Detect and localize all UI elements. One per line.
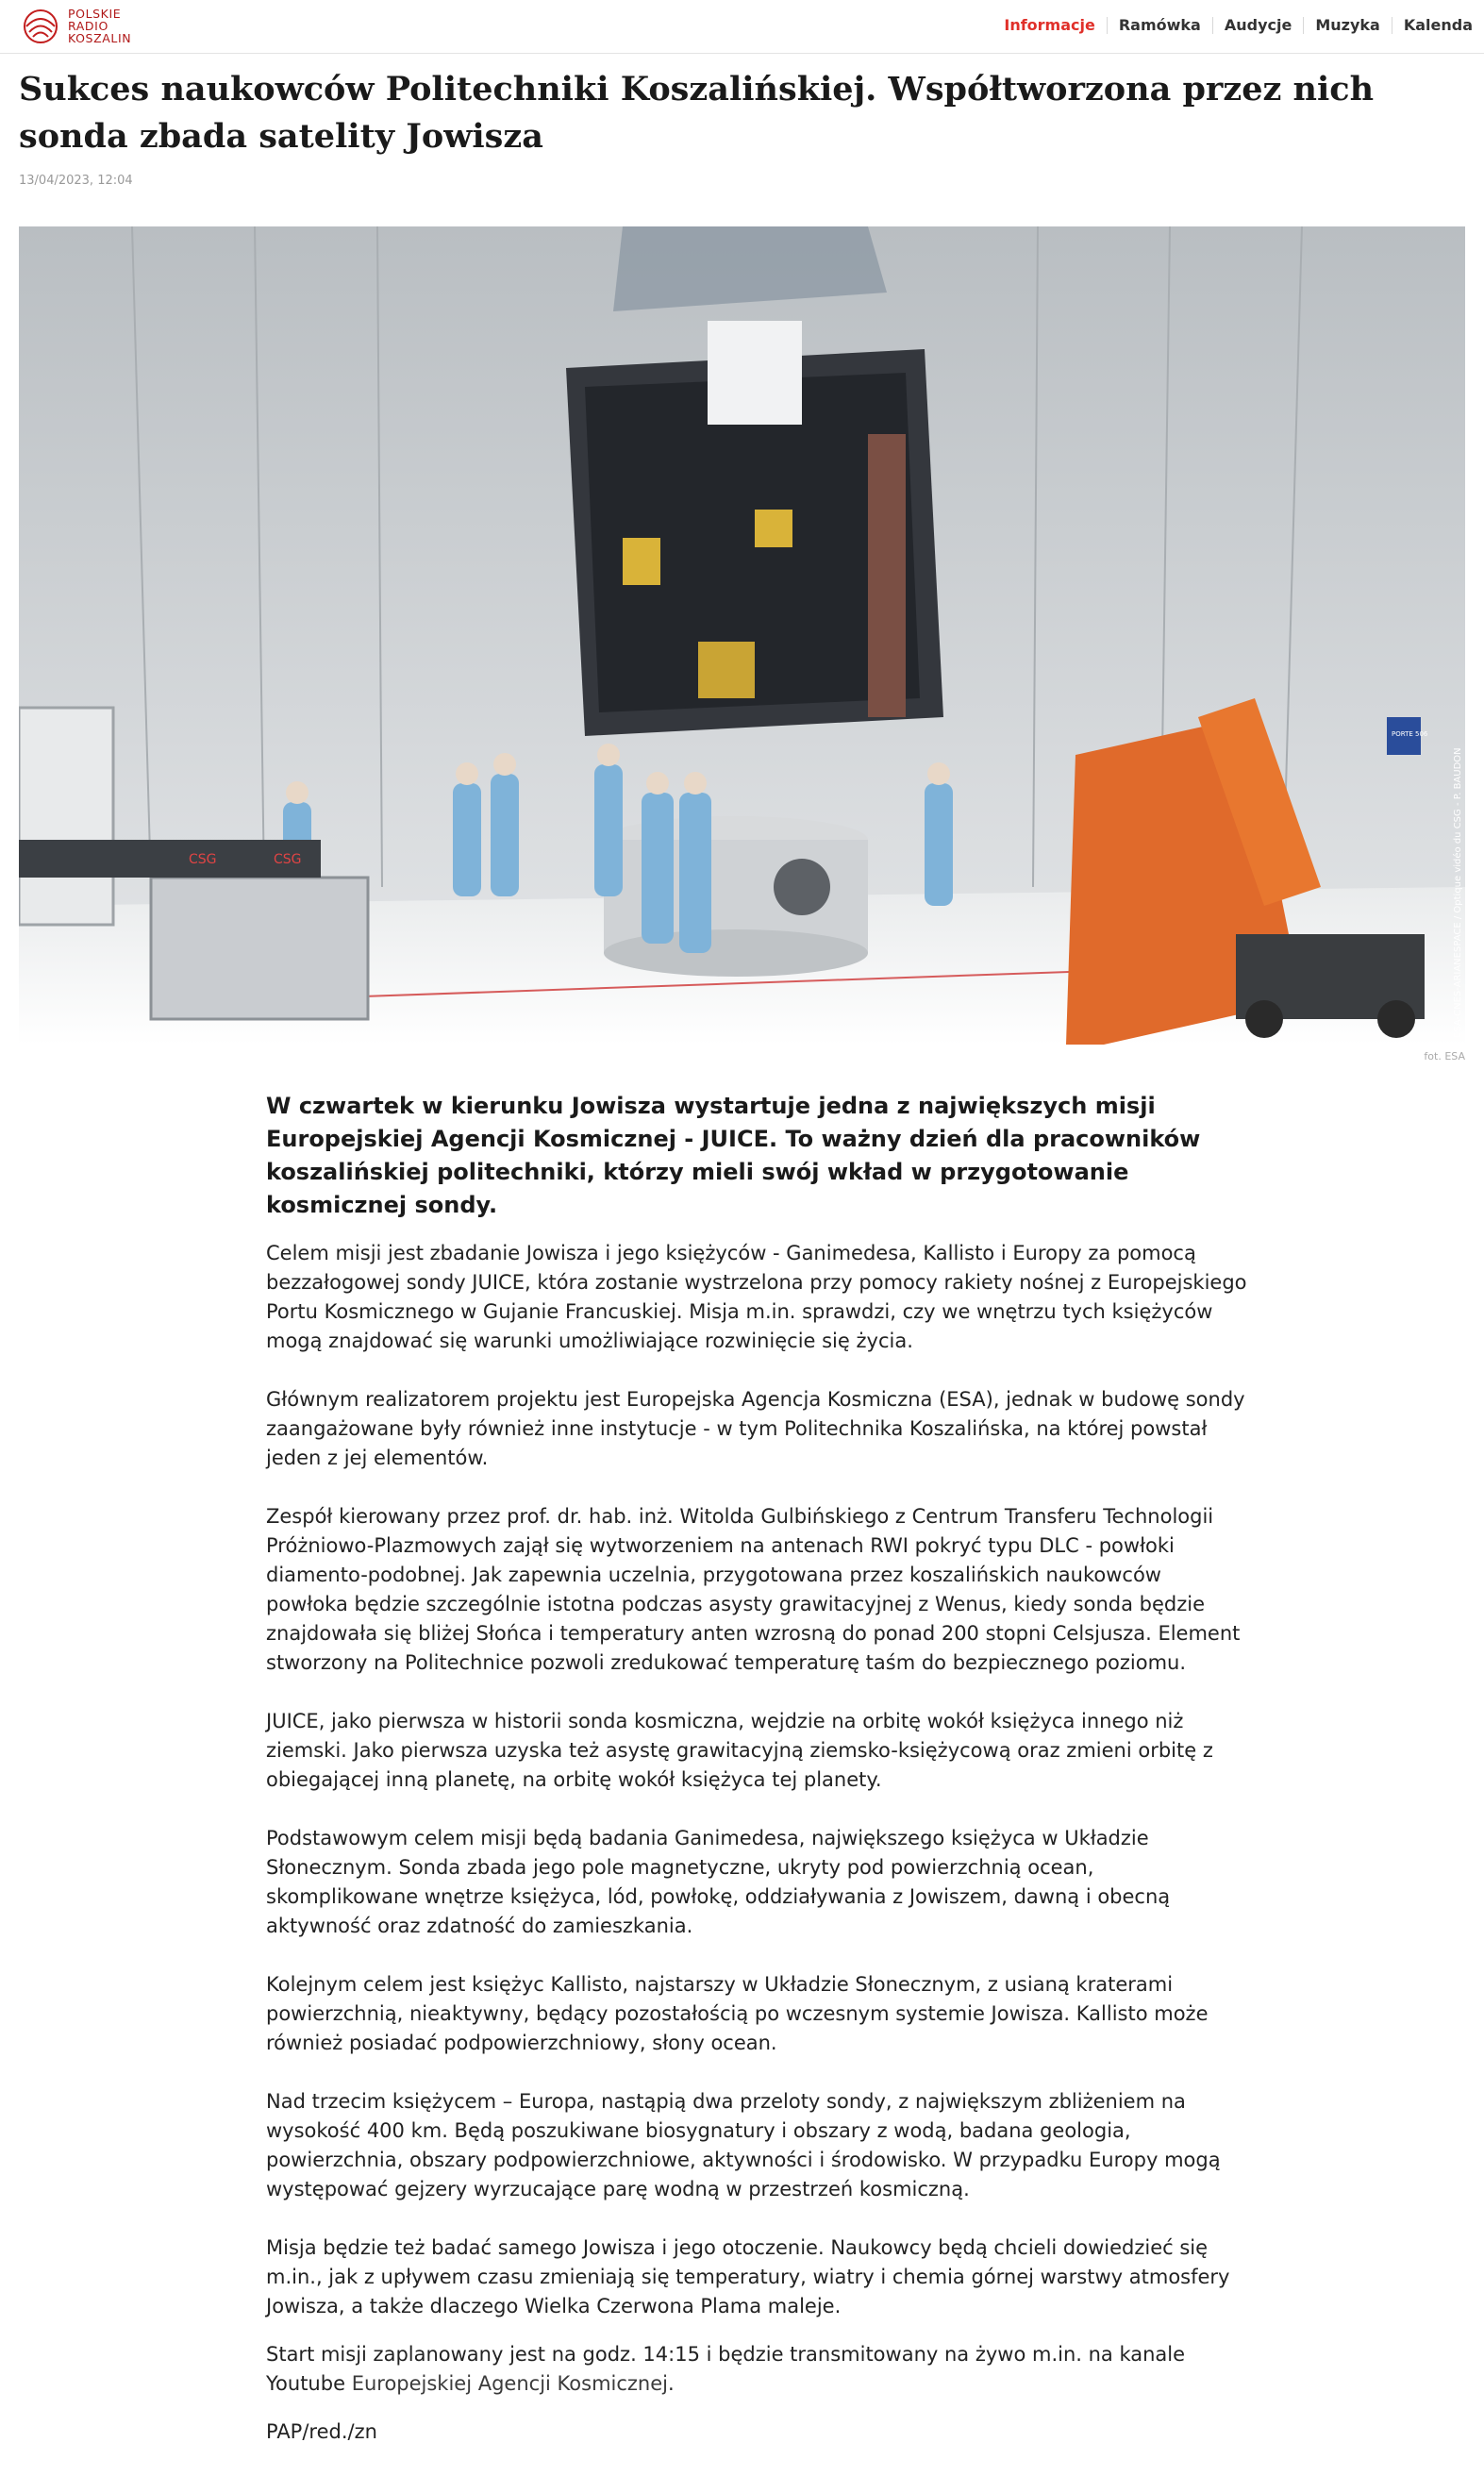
article-body — [266, 1239, 1247, 2476]
nav-audycje[interactable]: Audycje — [1212, 17, 1303, 34]
nav-muzyka[interactable]: Muzyka — [1303, 17, 1392, 34]
top-bar — [0, 0, 1484, 54]
article-signature: PAP/red./zn — [266, 2420, 377, 2443]
main-nav — [992, 17, 1484, 34]
nav-kalendarz[interactable]: Kalenda — [1392, 17, 1484, 34]
article-closing: Start misji zaplanowany jest na godz. 14:15 i będzie transmitowany na żywo m.in. na kanale Youtube Europejskiej Agencji Kosmicznej. — [266, 2343, 1186, 2395]
nav-ramowka[interactable]: Ramówka — [1107, 17, 1212, 34]
nav-informacje[interactable]: Informacje — [1004, 16, 1095, 34]
esa-youtube-link[interactable]: Europejskiej Agencji Kosmicznej — [351, 2372, 668, 2395]
article-date: 13/04/2023, 12:04 — [19, 174, 133, 188]
article-paragraph: JUICE, jako pierwsza w historii sonda kosmiczna, wejdzie na orbitę wokół księżyca innego niż ziemski. Jako pierwsza uzyska też asystę grawitacyjną ziemsko-księżycową oraz zmieni orbitę z obiegającej inną planetę, na orbitę wokół księżyca tej planety. — [266, 1710, 1213, 1791]
logo-wordmark — [68, 8, 131, 44]
cleanroom-satellite-photo — [19, 226, 1465, 1045]
radio-wave-logo-icon — [19, 6, 62, 45]
article-lead: W czwartek w kierunku Jowisza wystartuje jedna z największych misji Europejskiej Agencji Kosmicznej - JUICE. To ważny dzień dla pracowników koszalińskiej politechniki, którzy mieli swój wkład w przygotowanie kosmicznej sondy. — [266, 1093, 1201, 1218]
article-paragraph: Nad trzecim księżycem – Europa, nastąpią dwa przeloty sondy, z największym zbliżeniem na wysokość 400 km. Będą poszukiwane biosygnatury i obszary z wodą, badana geologia, powierzchnia, obszary podpowierzchniowe, aktywności i środowisko. W przypadku Europy mogą występować gejzery wyrzucające parę wodną w przestrzeń kosmiczną. — [266, 2090, 1221, 2200]
site-logo[interactable] — [19, 6, 131, 45]
article-paragraph: Podstawowym celem misji będą badania Ganimedesa, największego księżyca w Układzie Słonecznym. Sonda zbada jego pole magnetyczne, ukryty pod powierzchnią ocean, skomplikowane wnętrze księżyca, lód, powłokę, oddziaływania z Jowiszem, dawną i obecną aktywność oraz zdatność do zamieszkania. — [266, 1827, 1171, 1937]
closing-text: Start misji zaplanowany jest na godz. 14:15 i będzie transmitowany na żywo m.in. na kanale Youtube — [266, 2343, 1186, 2395]
photo-label-door: PORTE 506 — [1392, 730, 1428, 738]
article-paragraph: Misja będzie też badać samego Jowisza i jego otoczenie. Naukowcy będą chcieli dowiedzieć się m.in., jak z upływem czasu zmieniają się temperatury, wiatry i chemia górnej warstwy atmosfery Jowisza, a także dlaczego Wielka Czerwona Plama maleje. — [266, 2236, 1230, 2317]
article-paragraph: Kolejnym celem jest księżyc Kallisto, najstarszy w Układzie Słonecznym, z usianą kraterami powierzchnią, nieaktywny, będący pozostałością po wczesnym systemie Jowisza. Kallisto może również posiadać podpowierzchniowy, słony ocean. — [266, 1973, 1209, 2054]
logo-line-3: KOSZALIN — [68, 30, 132, 45]
article-paragraph: Celem misji jest zbadanie Jowisza i jego księżyców - Ganimedesa, Kallisto i Europy za pomocą bezzałogowej sondy JUICE, która zostanie wystrzelona przy pomocy rakiety nośnej z Europejskiego Portu Kosmicznego w Gujanie Francuskiej. Misja m.in. sprawdzi, czy we wnętrzu tych księżyców mogą znajdować się warunki umożliwiające rozwinięcie się życia. — [266, 1242, 1247, 1352]
article-photo — [19, 226, 1465, 1045]
photo-caption: fot. ESA — [1424, 1050, 1465, 1062]
photo-label-csg-1: CSG — [189, 852, 217, 867]
photo-credit: ESA-CNES-ARIANESPACE / Optique vidéo du CSG - P. BAUDON — [1453, 747, 1463, 1038]
photo-label-csg-2: CSG — [274, 852, 302, 867]
article-paragraph: Głównym realizatorem projektu jest Europejska Agencja Kosmiczna (ESA), jednak w budowę sondy zaangażowane były również inne instytucje - w tym Politechnika Koszalińska, na której powstał jeden z jej elementów. — [266, 1388, 1245, 1469]
article-paragraph: Zespół kierowany przez prof. dr. hab. inż. Witolda Gulbińskiego z Centrum Transferu Technologii Próżniowo-Plazmowych zajął się wytworzeniem na antenach RWI pokryć typu DLC - powłoki diamento-podobnej. Jak zapewnia uczelnia, przygotowana przez koszalińskich naukowców powłoka będzie szczególnie istotna podczas asysty grawitacyjnej z Wenus, kiedy sonda będzie znajdowała się bliżej Słońca i temperatury anten wzrosną do ponad 200 stopni Celsjusza. Element stworzony na Politechnice pozwoli zredukować temperaturę taśm do bezpiecznego poziomu. — [266, 1505, 1241, 1674]
logo-line-1: POLSKIE — [68, 6, 122, 21]
article-title: Sukces naukowców Politechniki Koszalińskiej. Współtworzona przez nich sonda zbada satelity Jowisza — [19, 70, 1375, 156]
logo-line-2: RADIO — [68, 18, 108, 33]
